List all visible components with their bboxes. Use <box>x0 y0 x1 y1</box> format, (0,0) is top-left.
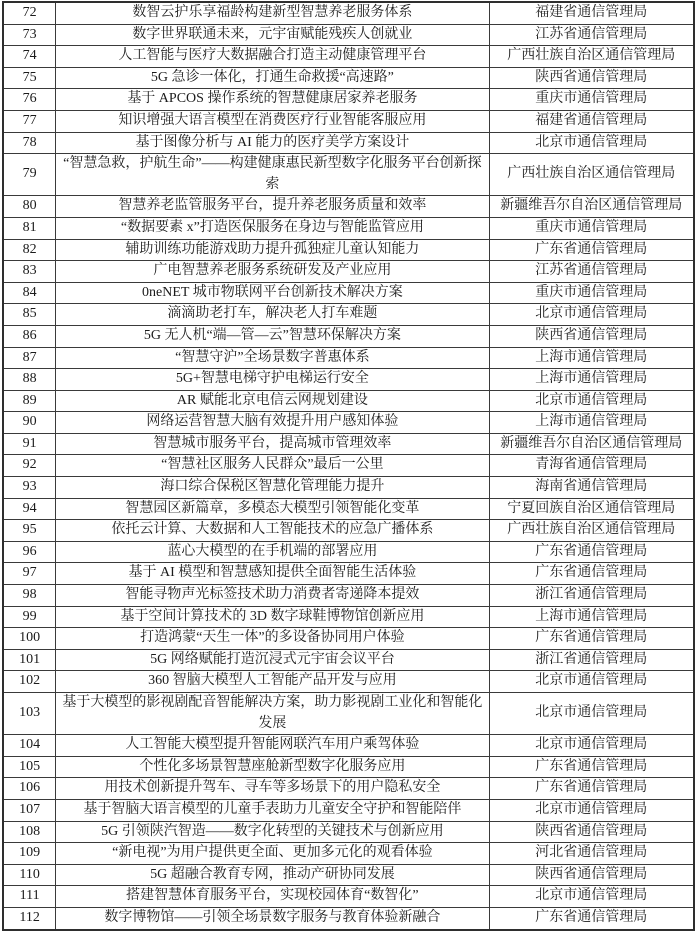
org-name-cell: 广东省通信管理局 <box>489 563 694 585</box>
row-number-cell: 111 <box>3 886 56 908</box>
org-name-cell: 上海市通信管理局 <box>489 347 694 369</box>
table-row <box>3 261 694 283</box>
row-number-cell: 104 <box>3 735 56 757</box>
project-name-cell: 依托云计算、大数据和人工智能技术的应急广播体系 <box>56 520 489 542</box>
table-row <box>3 477 694 499</box>
table-row <box>3 886 694 908</box>
project-name-cell: 人工智能与医疗大数据融合打造主动健康管理平台 <box>56 46 489 68</box>
row-number-cell: 110 <box>3 864 56 886</box>
project-name-cell: 智慧城市服务平台，提高城市管理效率 <box>56 433 489 455</box>
org-name-cell: 陕西省通信管理局 <box>489 821 694 843</box>
table-row <box>3 217 694 239</box>
project-name-cell: 人工智能大模型提升智能网联汽车用户乘驾体验 <box>56 735 489 757</box>
project-name-cell: 知识增强大语言模型在消费医疗行业智能客服应用 <box>56 110 489 132</box>
org-name-cell: 北京市通信管理局 <box>489 671 694 693</box>
table-row <box>3 498 694 520</box>
project-name-cell: 广电智慧养老服务系统研发及产业应用 <box>56 261 489 283</box>
row-number-cell: 75 <box>3 67 56 89</box>
row-number-cell: 91 <box>3 433 56 455</box>
row-number-cell: 103 <box>3 693 56 735</box>
row-number-cell: 80 <box>3 196 56 218</box>
row-number-cell: 109 <box>3 843 56 865</box>
project-name-cell: 打造鸿蒙“天生一体”的多设备协同用户体验 <box>56 628 489 650</box>
project-name-cell: 0neNET 城市物联网平台创新技术解决方案 <box>56 282 489 304</box>
row-number-cell: 108 <box>3 821 56 843</box>
row-number-cell: 93 <box>3 477 56 499</box>
row-number-cell: 81 <box>3 217 56 239</box>
table-row <box>3 693 694 735</box>
row-number-cell: 73 <box>3 24 56 46</box>
org-name-cell: 海南省通信管理局 <box>489 477 694 499</box>
org-name-cell: 宁夏回族自治区通信管理局 <box>489 498 694 520</box>
row-number-cell: 82 <box>3 239 56 261</box>
project-name-cell: 5G 超融合教育专网，推动产研协同发展 <box>56 864 489 886</box>
row-number-cell: 87 <box>3 347 56 369</box>
org-name-cell: 广东省通信管理局 <box>489 541 694 563</box>
project-name-cell: “智慧急救，护航生命”——构建健康惠民新型数字化服务平台创新探索 <box>56 154 489 196</box>
table-row <box>3 24 694 46</box>
row-number-cell: 85 <box>3 304 56 326</box>
table-row <box>3 541 694 563</box>
project-name-cell: 基于图像分析与 AI 能力的医疗美学方案设计 <box>56 132 489 154</box>
org-name-cell: 陕西省通信管理局 <box>489 67 694 89</box>
row-number-cell: 90 <box>3 412 56 434</box>
org-name-cell: 北京市通信管理局 <box>489 132 694 154</box>
project-name-cell: AR 赋能北京电信云网规划建设 <box>56 390 489 412</box>
org-name-cell: 青海省通信管理局 <box>489 455 694 477</box>
table-body <box>3 2 694 930</box>
org-name-cell: 陕西省通信管理局 <box>489 864 694 886</box>
project-name-cell: 智慧养老监管服务平台，提升养老服务质量和效率 <box>56 196 489 218</box>
org-name-cell: 上海市通信管理局 <box>489 606 694 628</box>
row-number-cell: 95 <box>3 520 56 542</box>
org-name-cell: 福建省通信管理局 <box>489 2 694 24</box>
table-row <box>3 907 694 929</box>
org-name-cell: 广东省通信管理局 <box>489 778 694 800</box>
project-name-cell: 辅助训练功能游戏助力提升孤独症儿童认知能力 <box>56 239 489 261</box>
table-row <box>3 46 694 68</box>
project-name-cell: 用技术创新提升驾车、寻车等多场景下的用户隐私安全 <box>56 778 489 800</box>
table-row <box>3 799 694 821</box>
project-name-cell: 个性化多场景智慧座舱新型数字化服务应用 <box>56 756 489 778</box>
project-name-cell: 5G+智慧电梯守护电梯运行安全 <box>56 369 489 391</box>
org-name-cell: 北京市通信管理局 <box>489 390 694 412</box>
row-number-cell: 106 <box>3 778 56 800</box>
project-name-cell: 5G 网络赋能打造沉浸式元宇宙会议平台 <box>56 649 489 671</box>
project-name-cell: 数智云护乐享福龄构建新型智慧养老服务体系 <box>56 2 489 24</box>
table-row <box>3 628 694 650</box>
project-name-cell: 海口综合保税区智慧化管理能力提升 <box>56 477 489 499</box>
table-row <box>3 239 694 261</box>
org-name-cell: 江苏省通信管理局 <box>489 24 694 46</box>
org-name-cell: 江苏省通信管理局 <box>489 261 694 283</box>
project-name-cell: 基于智脑大语言模型的儿童手表助力儿童安全守护和智能陪伴 <box>56 799 489 821</box>
project-list-table <box>2 1 695 931</box>
org-name-cell: 广西壮族自治区通信管理局 <box>489 154 694 196</box>
project-name-cell: 数字世界联通未来，元宇宙赋能残疾人创就业 <box>56 24 489 46</box>
project-name-cell: 数字博物馆——引领全场景数字服务与教育体验新融合 <box>56 907 489 929</box>
project-name-cell: 基于空间计算技术的 3D 数字球鞋博物馆创新应用 <box>56 606 489 628</box>
org-name-cell: 广东省通信管理局 <box>489 907 694 929</box>
table-row <box>3 89 694 111</box>
org-name-cell: 北京市通信管理局 <box>489 693 694 735</box>
row-number-cell: 76 <box>3 89 56 111</box>
table-row <box>3 369 694 391</box>
table-row <box>3 671 694 693</box>
org-name-cell: 北京市通信管理局 <box>489 886 694 908</box>
org-name-cell: 新疆维吾尔自治区通信管理局 <box>489 196 694 218</box>
table-row <box>3 304 694 326</box>
row-number-cell: 89 <box>3 390 56 412</box>
table-row <box>3 196 694 218</box>
org-name-cell: 重庆市通信管理局 <box>489 282 694 304</box>
row-number-cell: 84 <box>3 282 56 304</box>
row-number-cell: 78 <box>3 132 56 154</box>
project-name-cell: 360 智脑大模型人工智能产品开发与应用 <box>56 671 489 693</box>
org-name-cell: 北京市通信管理局 <box>489 799 694 821</box>
table-row <box>3 606 694 628</box>
project-name-cell: “智慧守沪”全场景数字普惠体系 <box>56 347 489 369</box>
row-number-cell: 96 <box>3 541 56 563</box>
table-row <box>3 585 694 607</box>
row-number-cell: 86 <box>3 325 56 347</box>
table-row <box>3 735 694 757</box>
table-row <box>3 864 694 886</box>
table-row <box>3 563 694 585</box>
table-row <box>3 347 694 369</box>
row-number-cell: 105 <box>3 756 56 778</box>
project-name-cell: 基于大模型的影视剧配音智能解决方案，助力影视剧工业化和智能化发展 <box>56 693 489 735</box>
org-name-cell: 河北省通信管理局 <box>489 843 694 865</box>
org-name-cell: 广西壮族自治区通信管理局 <box>489 46 694 68</box>
row-number-cell: 102 <box>3 671 56 693</box>
table-row <box>3 412 694 434</box>
project-name-cell: 滴滴助老打车，解决老人打车难题 <box>56 304 489 326</box>
org-name-cell: 广东省通信管理局 <box>489 628 694 650</box>
table-row <box>3 110 694 132</box>
table-row <box>3 843 694 865</box>
table-row <box>3 2 694 24</box>
table-row <box>3 67 694 89</box>
table-row <box>3 282 694 304</box>
project-name-cell: “智慧社区服务人民群众”最后一公里 <box>56 455 489 477</box>
org-name-cell: 广东省通信管理局 <box>489 239 694 261</box>
project-name-cell: “新电视”为用户提供更全面、更加多元化的观看体验 <box>56 843 489 865</box>
project-name-cell: 基于 AI 模型和智慧感知提供全面智能生活体验 <box>56 563 489 585</box>
row-number-cell: 77 <box>3 110 56 132</box>
org-name-cell: 福建省通信管理局 <box>489 110 694 132</box>
row-number-cell: 98 <box>3 585 56 607</box>
row-number-cell: 101 <box>3 649 56 671</box>
org-name-cell: 浙江省通信管理局 <box>489 649 694 671</box>
project-name-cell: 5G 急诊一体化，打通生命救援“高速路” <box>56 67 489 89</box>
project-name-cell: 智慧园区新篇章，多模态大模型引领智能化变革 <box>56 498 489 520</box>
row-number-cell: 74 <box>3 46 56 68</box>
table-row <box>3 433 694 455</box>
org-name-cell: 重庆市通信管理局 <box>489 89 694 111</box>
project-name-cell: 网络运营智慧大脑有效提升用户感知体验 <box>56 412 489 434</box>
project-name-cell: “数据要素 x”打造医保服务在身边与智能监管应用 <box>56 217 489 239</box>
table-row <box>3 778 694 800</box>
table-row <box>3 821 694 843</box>
org-name-cell: 陕西省通信管理局 <box>489 325 694 347</box>
project-name-cell: 搭建智慧体育服务平台，实现校园体育“数智化” <box>56 886 489 908</box>
row-number-cell: 100 <box>3 628 56 650</box>
table-row <box>3 325 694 347</box>
org-name-cell: 北京市通信管理局 <box>489 735 694 757</box>
org-name-cell: 浙江省通信管理局 <box>489 585 694 607</box>
org-name-cell: 上海市通信管理局 <box>489 369 694 391</box>
table-row <box>3 390 694 412</box>
row-number-cell: 72 <box>3 2 56 24</box>
table-row <box>3 756 694 778</box>
org-name-cell: 新疆维吾尔自治区通信管理局 <box>489 433 694 455</box>
row-number-cell: 107 <box>3 799 56 821</box>
table-row <box>3 649 694 671</box>
project-name-cell: 5G 无人机“端—管—云”智慧环保解决方案 <box>56 325 489 347</box>
row-number-cell: 97 <box>3 563 56 585</box>
row-number-cell: 88 <box>3 369 56 391</box>
org-name-cell: 广东省通信管理局 <box>489 756 694 778</box>
row-number-cell: 79 <box>3 154 56 196</box>
row-number-cell: 99 <box>3 606 56 628</box>
table-row <box>3 520 694 542</box>
row-number-cell: 92 <box>3 455 56 477</box>
row-number-cell: 94 <box>3 498 56 520</box>
project-name-cell: 智能寻物声光标签技术助力消费者寄递降本提效 <box>56 585 489 607</box>
project-name-cell: 5G 引领陕汽智造——数字化转型的关键技术与创新应用 <box>56 821 489 843</box>
org-name-cell: 上海市通信管理局 <box>489 412 694 434</box>
table-row <box>3 132 694 154</box>
org-name-cell: 广西壮族自治区通信管理局 <box>489 520 694 542</box>
table-row <box>3 154 694 196</box>
project-name-cell: 蓝心大模型的在手机端的部署应用 <box>56 541 489 563</box>
org-name-cell: 重庆市通信管理局 <box>489 217 694 239</box>
project-name-cell: 基于 APCOS 操作系统的智慧健康居家养老服务 <box>56 89 489 111</box>
org-name-cell: 北京市通信管理局 <box>489 304 694 326</box>
table-row <box>3 455 694 477</box>
row-number-cell: 112 <box>3 907 56 929</box>
row-number-cell: 83 <box>3 261 56 283</box>
